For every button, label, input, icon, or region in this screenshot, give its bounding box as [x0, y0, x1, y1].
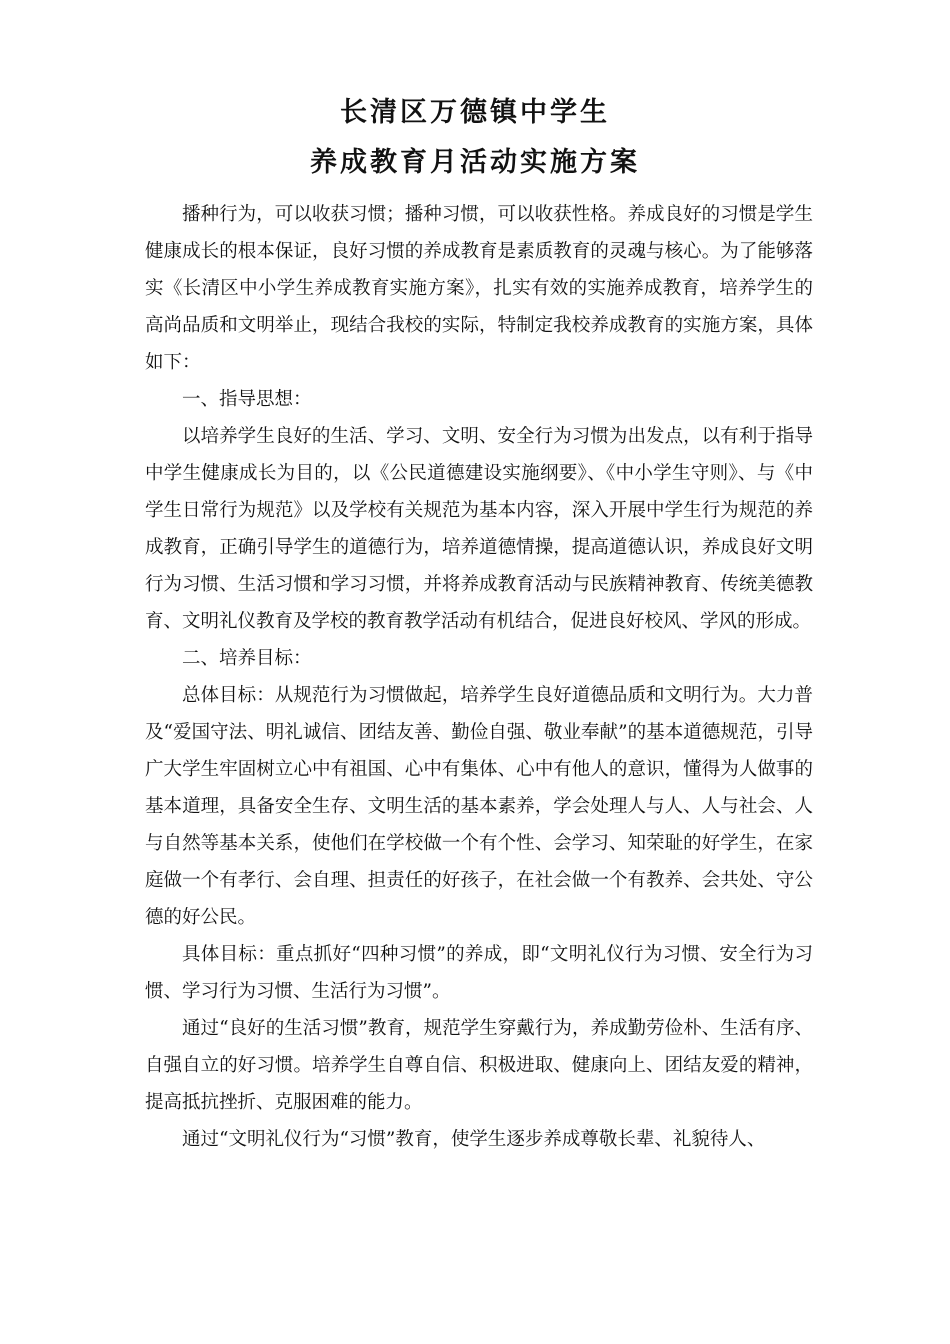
intro-paragraph: 播种行为，可以收获习惯；播种习惯，可以收获性格。养成良好的习惯是学生健康成长的根本保证，良好习惯的养成教育是素质教育的灵魂与核心。为了能够落实《长清区中小学生养成教育实施方案》，扎实有效的实施养成教育，培养学生的高尚品质和文明举止，现结合我校的实际，特制定我校养成教育的实施方案，具体如下： [145, 204, 813, 373]
overall-goal-paragraph: 总体目标：从规范行为习惯做起，培养学生良好道德品质和文明行为。大力普及“爱国守法、明礼诚信、团结友善、勤俭自强、敬业奉献”的基本道德规范，引导广大学生牢固树立心中有祖国、心中有集体、心中有他人的意识，懂得为人做事的基本道理，具备安全生存、文明生活的基本素养，学会处理人与人、人与社会、人与自然等基本关系，使他们在学校做一个有个性、会学习、知荣耻的好学生，在家庭做一个有孝行、会自理、担责任的好孩子，在社会做一个有教养、会共处、守公德的好公民。 [145, 685, 813, 928]
section1-paragraph: 以培养学生良好的生活、学习、文明、安全行为习惯为出发点，以有利于指导中学生健康成长为目的，以《公民道德建设实施纲要》、《中小学生守则》、与《中学生日常行为规范》以及学校有关规范为基本内容，深入开展中学生行为规范的养成教育，正确引导学生的道德行为，培养道德情操，提高道德认识，养成良好文明行为习惯、生活习惯和学习习惯，并将养成教育活动与民族精神教育、传统美德教育、文明礼仪教育及学校的教育教学活动有机结合，促进良好校风、学风的形成。 [145, 426, 813, 632]
specific-goal-paragraph: 具体目标：重点抓好“四种习惯”的养成，即“文明礼仪行为习惯、安全行为习惯、学习行为习惯、生活行为习惯”。 [145, 944, 813, 1002]
document-title-line2: 养成教育月活动实施方案 [310, 147, 640, 178]
document-body [145, 196, 813, 1158]
title-block [0, 92, 950, 184]
etiquette-habits-paragraph: 通过“文明礼仪行为“习惯”教育，使学生逐步养成尊敬长辈、礼貌待人、 [182, 1129, 766, 1150]
section2-heading: 二、培养目标： [182, 648, 312, 669]
section1-heading: 一、指导思想： [182, 389, 312, 410]
document-title-line1: 长清区万德镇中学生 [340, 97, 610, 128]
life-habits-paragraph: 通过“良好的生活习惯”教育，规范学生穿戴行为，养成勤劳俭朴、生活有序、自强自立的好习惯。培养学生自尊自信、积极进取、健康向上、团结友爱的精神，提高抵抗挫折、克服困难的能力。 [145, 1018, 813, 1113]
